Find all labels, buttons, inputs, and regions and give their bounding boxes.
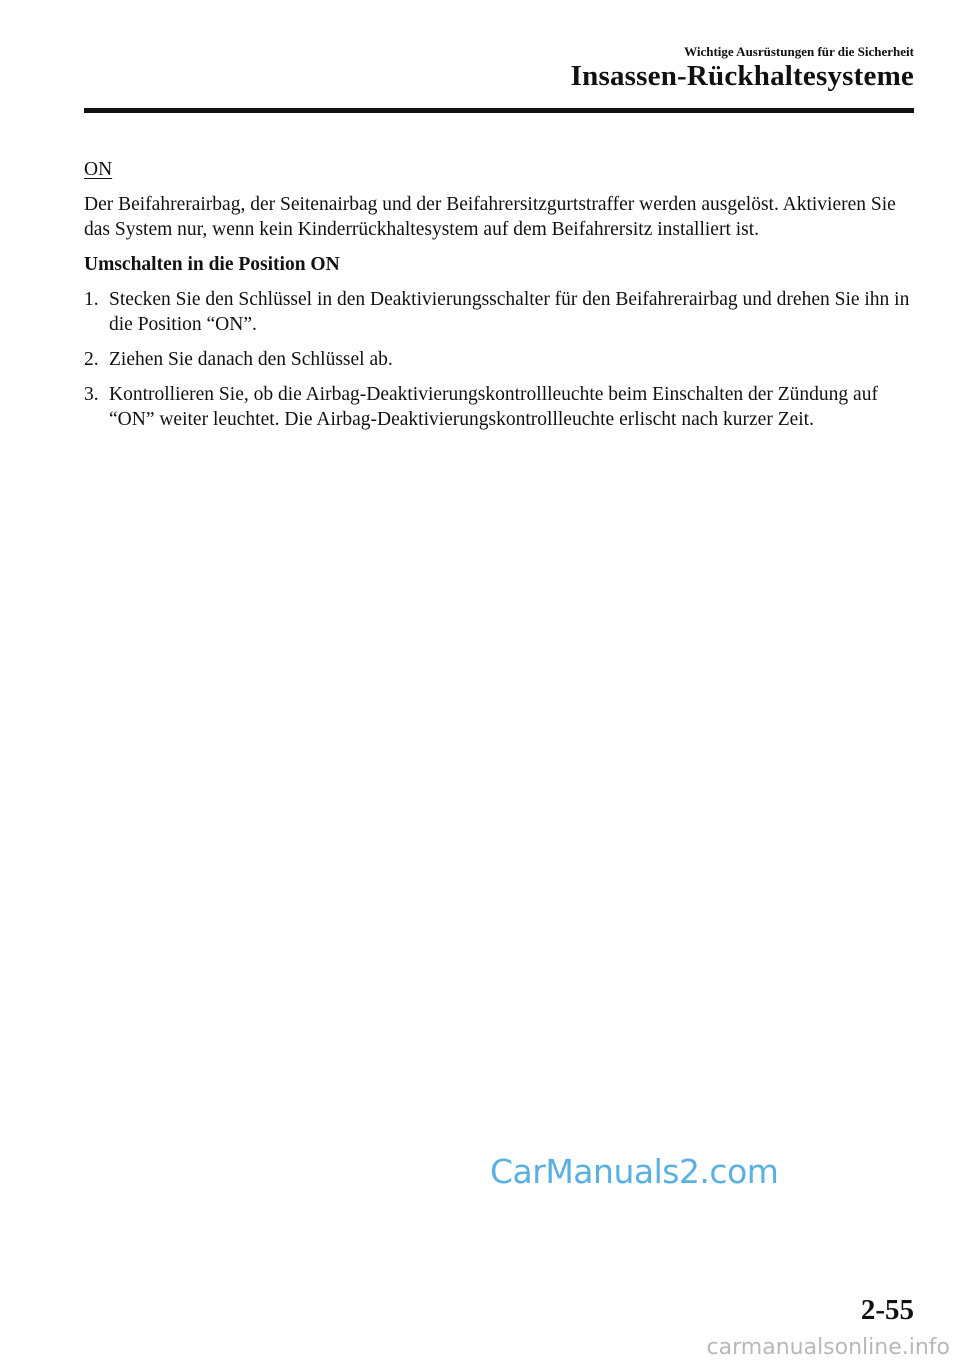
step-text: Stecken Sie den Schlüssel in den Deaktivierungsschalter für den Beifahrerairbag und drehen Sie ihn in die Position “ON”. (109, 289, 910, 335)
step-item (84, 382, 914, 432)
watermark-logo: CarManuals2.com (490, 1152, 779, 1191)
procedure-title: Umschalten in die Position ON (84, 254, 340, 275)
step-text: Kontrollieren Sie, ob die Airbag-Deaktivierungskontrollleuchte beim Einschalten der Zündung auf “ON” weiter leuchtet. Die Airbag-Deaktivierungskontrollleuchte erlischt nach kurzer Zeit. (109, 384, 878, 430)
description-paragraph: Der Beifahrerairbag, der Seitenairbag und der Beifahrersitzgurtstraffer werden ausgelöst. Aktivieren Sie das System nur, wenn kein Kinderrückhaltesystem auf dem Beifahrersitz installiert ist. (84, 194, 896, 240)
step-text: Ziehen Sie danach den Schlüssel ab. (109, 349, 393, 370)
step-item (84, 347, 914, 372)
step-item (84, 287, 914, 337)
subheading-on: ON (84, 159, 113, 180)
steps-list (84, 287, 914, 432)
footer-watermark: carmanualsonline.info (706, 1335, 950, 1360)
page-number: 2-55 (860, 1294, 914, 1326)
step-number: 3. (84, 384, 99, 405)
content-body (84, 157, 914, 442)
step-number: 1. (84, 289, 99, 310)
page-title: Insassen-Rückhaltesysteme (570, 60, 914, 92)
section-header: Wichtige Ausrüstungen für die Sicherheit (684, 44, 914, 59)
header-divider (84, 108, 914, 113)
step-number: 2. (84, 349, 99, 370)
